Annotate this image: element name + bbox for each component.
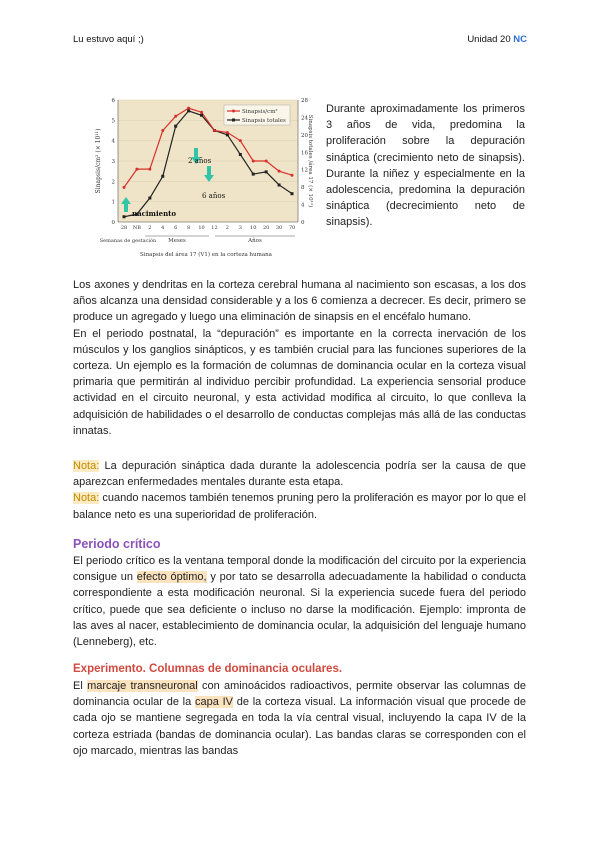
data-point-density — [200, 111, 203, 114]
data-point-total — [291, 192, 294, 195]
x-tick-label: 4 — [161, 225, 165, 231]
data-point-density — [161, 129, 164, 132]
experiment-text-1: El — [73, 680, 88, 692]
left-tick-label: 3 — [111, 159, 115, 165]
data-point-total — [123, 215, 126, 218]
note-2 — [73, 490, 526, 522]
header-unit-label: Unidad 20 — [467, 34, 511, 45]
data-point-total — [161, 175, 164, 178]
legend-marker-density — [232, 110, 235, 113]
data-point-density — [252, 160, 255, 163]
paragraph-1: Los axones y dendritas en la corteza cerebral humana al nacimiento son escasas, a los dos años alcanza una densidad considerable y a los 6 comienza a decrecer. Es decir, primero se produce un agregado y luego una eliminación de sinapsis en el encéfalo humano. — [73, 279, 526, 324]
header-unit — [467, 34, 527, 45]
data-point-total — [239, 153, 242, 156]
x-tick-label: 2 — [225, 225, 229, 231]
experiment-text-3: de la corteza visual. La información visual que procede de cada ojo se mantiene segregada en toda la vía central visual, incluyendo la capa IV de la corteza estriada (bandas de dominancia ocular). Las bandas claras se corresponden con el ojo marcado, mientras las bandas — [73, 696, 526, 757]
note-1-text: La depuración sináptica dada durante la adolescencia podría ser la causa de que aparezcan enfermedades mentales durante esta etapa. — [73, 460, 526, 489]
left-tick-labels — [112, 98, 116, 226]
x-axis-title: Sinapsis del área 17 (V1) en la corteza humana — [140, 252, 272, 258]
section-title-experiment: Experimento. Columnas de dominancia oculares. — [73, 663, 343, 675]
data-point-total — [252, 173, 255, 176]
paragraph-2: En el periodo postnatal, la “depuración” es importante en la correcta inervación de los músculos y los ganglios sinápticos, y es también crucial para las funciones superiores de la corteza. Un ejemplo es la formación de columnas de dominancia ocular en la corteza visual primaria que permitirán al individuo percibir profundidad. La experiencia sensorial produce actividad en el circuito neuronal, y esta actividad modifica al circuito, lo que conlleva la adquisición de habilidades o el desarrollo de conductas complejas más allá de las conductas innatas. — [73, 327, 526, 437]
x-tick-label: 8 — [187, 225, 191, 231]
header-nc: NC — [513, 34, 527, 45]
data-point-density — [239, 139, 242, 142]
data-point-density — [187, 107, 190, 110]
group-label-years: Años — [248, 238, 262, 244]
right-tick-label: 28 — [301, 98, 308, 104]
main-text — [73, 277, 526, 439]
right-tick-label: 0 — [301, 220, 305, 226]
group-label-gestation: Semanas de gestación — [99, 238, 157, 244]
data-point-density — [174, 115, 177, 118]
note-2-text: cuando nacemos también tenemos pruning pero la proliferación es mayor por lo que el balance neto es una superioridad de proliferación. — [73, 492, 526, 521]
note-2-label: Nota: — [73, 492, 100, 505]
x-tick-labels — [121, 225, 295, 231]
group-label-months: Meses — [168, 238, 186, 244]
data-point-density — [123, 186, 126, 189]
data-point-density — [135, 168, 138, 171]
notes-block — [73, 458, 526, 523]
legend-marker-total — [232, 119, 235, 122]
y-right-label: Sinapsis totales /área 17 (× 10¹¹) — [307, 114, 313, 208]
annotation-birth: nacimiento — [132, 209, 177, 218]
left-tick-label: 0 — [111, 220, 115, 226]
x-tick-label: 20 — [262, 225, 270, 231]
critical-text-2: y por tato se desarrolla adecuadamente la habilidad o conducta correspondiente a esta modificación neuronal. Si la experiencia sucede fuera del periodo crítico, puede que sea deficiente o incluso no darse la modificación. Ejemplo: impronta de las aves al nacer, establecimiento de dominancia ocular, la adquisición del lenguaje humano (Lenneberg), etc. — [73, 571, 526, 649]
intro-paragraph: Durante aproximadamente los primeros 3 años de vida, predomina la proliferación sobre la depuración sináptica (crecimiento neto de sinapsis). Durante la niñez y especialmente en la adolescencia, predomina la depuración sináptica (decrecimiento neto de sinapsis). — [326, 103, 525, 229]
left-tick-label: 6 — [111, 98, 115, 104]
data-point-total — [278, 183, 281, 186]
left-tick-label: 5 — [111, 118, 115, 125]
x-tick-label: NB — [132, 225, 141, 231]
left-tick-label: 1 — [111, 199, 115, 206]
critical-period-paragraph — [73, 553, 526, 650]
legend-label-density: Sinapsis/cm² — [242, 109, 278, 115]
left-tick-label: 2 — [111, 179, 115, 186]
right-tick-label: 8 — [301, 185, 305, 192]
x-tick-label: 70 — [288, 225, 296, 231]
header-left-note: Lu estuvo aquí ;) — [73, 34, 144, 45]
data-point-density — [278, 170, 281, 173]
right-tick-label: 4 — [301, 202, 305, 209]
experiment-highlight-1: marcaje transneuronal — [87, 680, 198, 692]
x-tick-label: 10 — [198, 225, 205, 231]
section-title-critical-period: Periodo crítico — [73, 537, 161, 551]
x-tick-label: 2 — [148, 225, 152, 231]
x-tick-label: 3 — [238, 225, 242, 231]
data-point-density — [148, 168, 151, 171]
annotation-two-years: 2 años — [188, 157, 212, 165]
right-tick-label: 16 — [301, 150, 308, 157]
y-left-label: Sinapsis/cm² (× 10¹¹) — [95, 128, 102, 194]
annotation-six-years: 6 años — [202, 192, 226, 200]
note-1 — [73, 458, 526, 490]
data-point-total — [187, 109, 190, 112]
right-tick-label: 24 — [301, 115, 308, 122]
legend-label-total: Sinapsis totales — [242, 118, 286, 124]
experiment-highlight-2: capa IV — [194, 696, 233, 709]
data-point-total — [148, 197, 151, 200]
data-point-density — [213, 129, 216, 132]
data-point-density — [291, 174, 294, 177]
x-tick-label: 12 — [211, 225, 218, 231]
data-point-total — [265, 170, 268, 173]
right-tick-label: 12 — [301, 167, 308, 174]
x-tick-label: 10 — [250, 225, 257, 231]
critical-highlight: efecto óptimo, — [136, 571, 207, 584]
left-tick-label: 4 — [111, 138, 115, 145]
x-tick-label: 6 — [174, 225, 178, 231]
x-tick-label: 28 — [120, 225, 128, 231]
data-point-total — [174, 125, 177, 128]
experiment-paragraph — [73, 678, 526, 759]
right-tick-label: 20 — [301, 132, 308, 139]
experiment-text-2: con aminoácidos radioactivos, permite observar las columnas de dominancia ocular de la — [73, 680, 527, 709]
x-tick-label: 30 — [275, 225, 283, 231]
legend — [224, 105, 290, 125]
data-point-total — [200, 114, 203, 117]
critical-text-1: El periodo crítico es la ventana temporal donde la modificación del circuito por la experiencia consigue un — [73, 555, 526, 584]
synapse-chart — [88, 92, 316, 262]
data-point-density — [265, 160, 268, 163]
data-point-density — [226, 131, 229, 134]
note-1-label: Nota: — [73, 460, 100, 472]
